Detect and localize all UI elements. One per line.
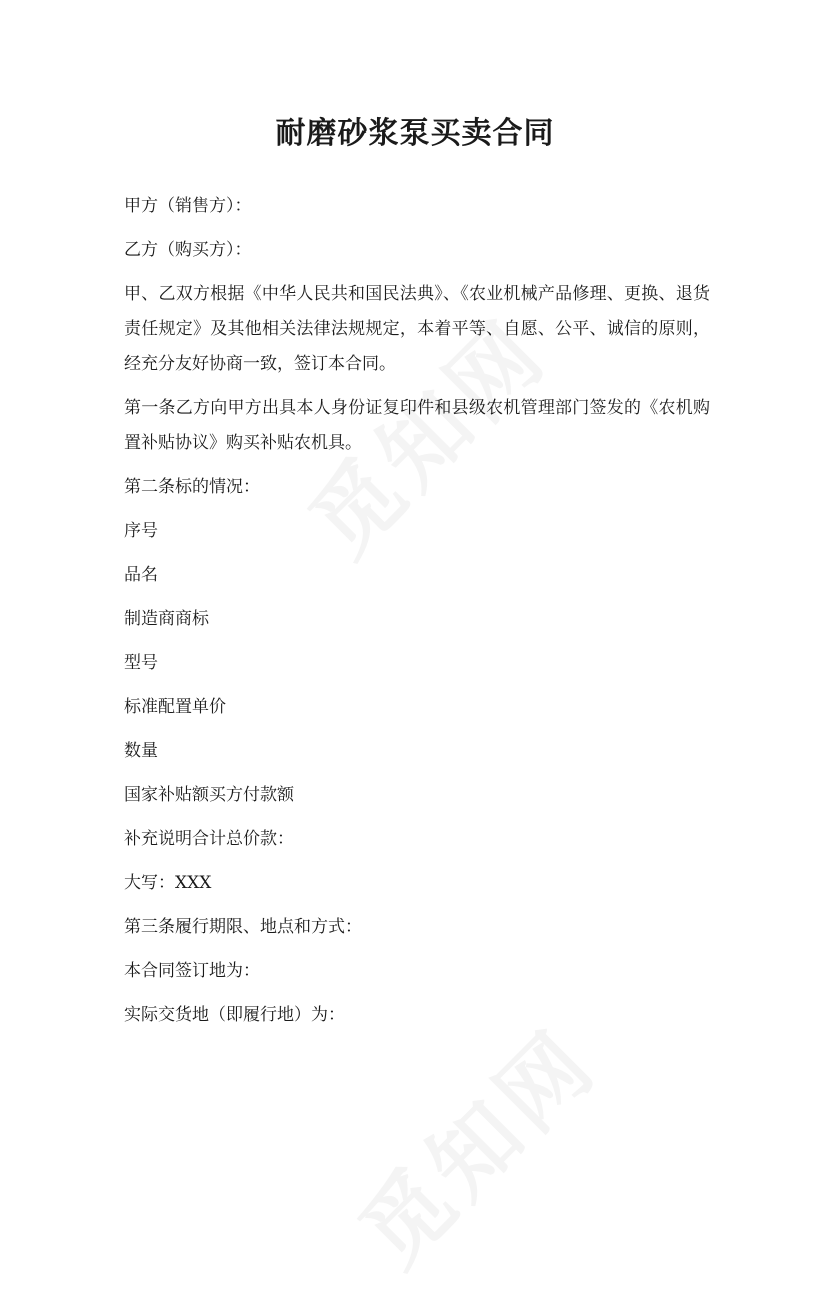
item-field-serial: 序号 xyxy=(124,521,158,541)
item-field-name: 品名 xyxy=(124,565,158,585)
total-price-line: 补充说明合计总价款： xyxy=(124,829,294,849)
document-body xyxy=(124,189,710,1042)
article-2-heading: 第二条标的情况： xyxy=(124,477,260,497)
document-title: 耐磨砂浆泵买卖合同 xyxy=(275,116,555,151)
item-field-manufacturer: 制造商商标 xyxy=(124,609,209,629)
delivery-place-line: 实际交货地（即履行地）为： xyxy=(124,1005,345,1025)
preamble-paragraph: 甲、乙双方根据《中华人民共和国民法典》、《农业机械产品修理、更换、退货责任规定》及其他相关法律法规规定，本着平等、自愿、公平、诚信的原则，经充分友好协商一致，签订本合同。 xyxy=(124,284,710,374)
item-field-quantity: 数量 xyxy=(124,741,158,761)
article-3-heading: 第三条履行期限、地点和方式： xyxy=(124,917,362,937)
signing-place-line: 本合同签订地为： xyxy=(124,961,260,981)
item-field-unit-price: 标准配置单价 xyxy=(124,697,226,717)
amount-in-words-line: 大写：XXX xyxy=(124,873,212,893)
item-field-subsidy-payment: 国家补贴额买方付款额 xyxy=(124,785,294,805)
article-1-paragraph: 第一条乙方向甲方出具本人身份证复印件和县级农机管理部门签发的《农机购置补贴协议》购买补贴农机具。 xyxy=(124,398,710,453)
item-field-model: 型号 xyxy=(124,653,158,673)
party-b-line: 乙方（购买方）： xyxy=(124,240,252,260)
party-a-line: 甲方（销售方）： xyxy=(124,196,252,216)
